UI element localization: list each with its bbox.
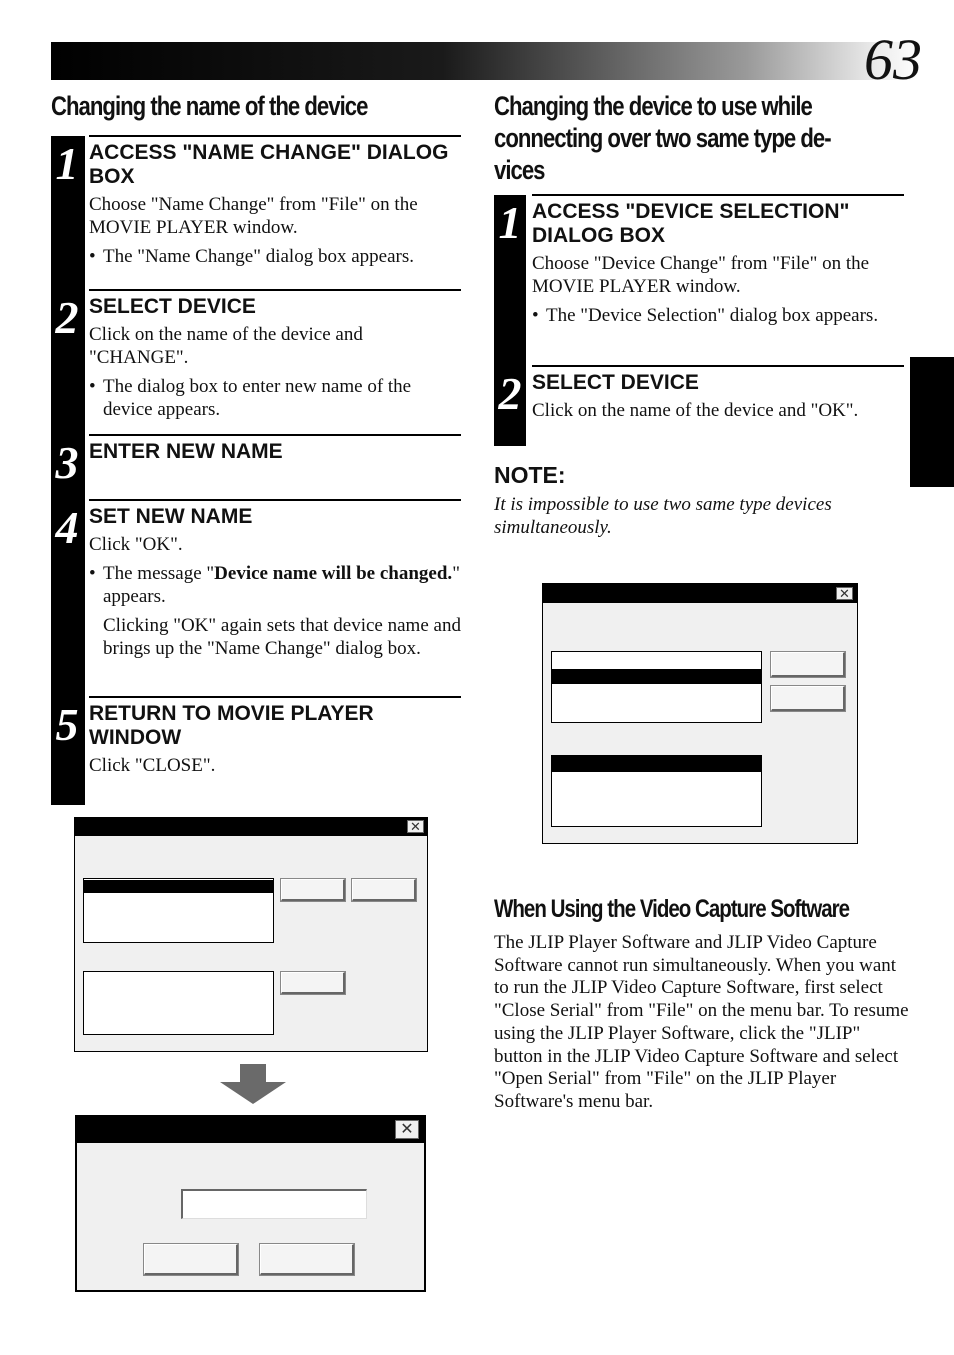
section-title-name-change: Changing the name of the device [51, 91, 368, 121]
bullet-text-bold: Device name will be changed. [214, 563, 453, 584]
step-number: 1 [55, 138, 79, 189]
info-listbox[interactable] [83, 971, 274, 1035]
close-icon[interactable]: ✕ [836, 587, 853, 600]
step-title: SELECT DEVICE [89, 295, 256, 318]
name-change-dialog [74, 817, 428, 1052]
step-2 [498, 365, 904, 430]
ok-button[interactable] [771, 652, 845, 677]
step-text: Click "CLOSE". [89, 755, 216, 776]
step-title: SELECT DEVICE [532, 371, 699, 394]
dialog-button[interactable] [281, 879, 345, 901]
step-number: 5 [55, 699, 79, 750]
title-line: Changing the device to use while [494, 91, 812, 121]
step-text: Click on the name of the device and "OK". [532, 400, 859, 421]
step-2 [55, 289, 461, 434]
close-icon[interactable]: ✕ [395, 1120, 419, 1139]
ok-button[interactable] [144, 1244, 238, 1275]
section-title-video-capture: When Using the Video Capture Software [494, 895, 850, 923]
cancel-button[interactable] [771, 686, 845, 711]
arrow-down-icon [220, 1064, 286, 1104]
right-steps [498, 194, 904, 430]
step-number: 4 [55, 502, 79, 553]
selected-list-item[interactable] [84, 880, 273, 893]
step-title: SET NEW NAME [89, 505, 253, 528]
bullet-text: The dialog box to enter new name of the device appears. [103, 376, 412, 420]
dialog-titlebar [77, 1117, 424, 1143]
new-name-input[interactable] [181, 1189, 367, 1219]
bullet-text-post: " appears. [103, 563, 460, 607]
step-text: Click "OK". [89, 534, 183, 555]
left-steps [55, 135, 461, 785]
video-capture-text: The JLIP Player Software and JLIP Video Capture Software cannot run simultaneously. When you want to run the JLIP Video Capture Software, first select "Close Serial" from "File" on the menu bar. To resume using the JLIP Player Software, click the "JLIP" button in the JLIP Video Capture Software and select "Open Serial" from "File" on the JLIP Player Software's menu bar. [494, 932, 909, 1112]
new-name-dialog [75, 1115, 426, 1292]
close-button[interactable] [281, 972, 345, 994]
note-text: It is impossible to use two same type devices simultaneously. [494, 494, 832, 538]
selected-list-item[interactable] [552, 669, 761, 684]
device-listbox[interactable] [551, 651, 762, 723]
step-number: 1 [498, 197, 522, 248]
step-text: Choose "Device Change" from "File" on the MOVIE PLAYER window. [532, 253, 870, 297]
step-title: ACCESS "DEVICE SELECTION" DIALOG BOX [532, 200, 850, 247]
step-1 [498, 194, 904, 365]
step-bullet [89, 562, 461, 608]
step-bullet [89, 245, 461, 268]
section-tab [910, 357, 954, 487]
step-text: Choose "Name Change" from "File" on the MOVIE PLAYER window. [89, 194, 418, 238]
bullet-text-pre: The message " [103, 563, 215, 584]
step-3 [55, 434, 461, 499]
title-line: vices [494, 155, 545, 185]
step-5 [55, 696, 461, 785]
section-title-device-select [494, 90, 831, 186]
dialog-titlebar [543, 584, 857, 603]
header-bar [51, 42, 921, 80]
step-number: 3 [55, 437, 79, 488]
bullet-dot: • [89, 563, 96, 584]
bullet-text: The "Device Selection" dialog box appears. [546, 305, 879, 326]
note-title: NOTE: [494, 462, 566, 488]
dialog-button[interactable] [352, 879, 416, 901]
dialog-titlebar [75, 818, 427, 836]
step-number: 2 [498, 368, 522, 419]
step-bullet [89, 375, 461, 421]
device-selection-dialog [542, 583, 858, 844]
step-extra-text: Clicking "OK" again sets that device name and brings up the "Name Change" dialog box. [103, 615, 461, 659]
title-line: connecting over two same type de- [494, 123, 831, 153]
step-1 [55, 135, 461, 289]
cancel-button[interactable] [260, 1244, 354, 1275]
bullet-dot: • [89, 376, 96, 397]
step-text: Click on the name of the device and "CHANGE". [89, 324, 363, 368]
step-4 [55, 499, 461, 696]
bullet-dot: • [532, 305, 539, 326]
step-title: ACCESS "NAME CHANGE" DIALOG BOX [89, 141, 449, 188]
close-icon[interactable]: ✕ [407, 820, 424, 833]
info-listbox[interactable] [551, 755, 762, 827]
step-number: 2 [55, 292, 79, 343]
step-title: ENTER NEW NAME [89, 440, 283, 463]
page-number: 63 [864, 27, 922, 92]
step-title: RETURN TO MOVIE PLAYER WINDOW [89, 702, 374, 749]
bullet-text: The "Name Change" dialog box appears. [103, 246, 414, 267]
bullet-dot: • [89, 246, 96, 267]
step-bullet [532, 304, 904, 327]
device-listbox[interactable] [83, 878, 274, 943]
selected-list-item[interactable] [552, 756, 761, 772]
